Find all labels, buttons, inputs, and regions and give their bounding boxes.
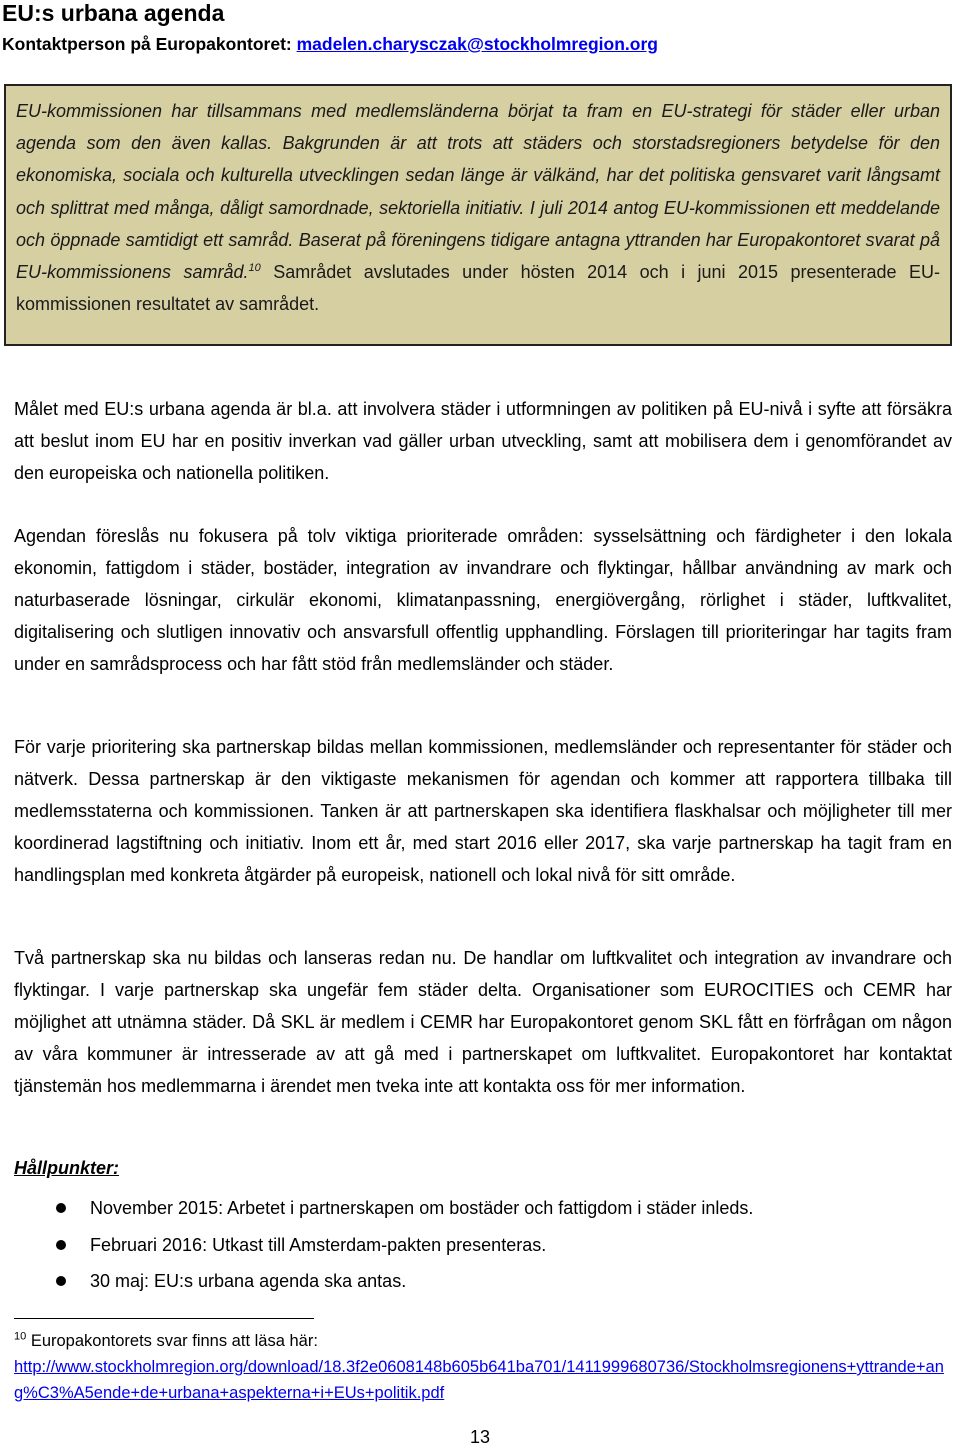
paragraph-1 (14, 393, 952, 489)
summary-text (16, 95, 940, 320)
paragraph-3 (14, 731, 952, 891)
footnote-text: Europakontorets svar finns att läsa här: (26, 1332, 318, 1350)
contact-label: Kontaktperson på Europakontoret: (2, 34, 297, 54)
paragraph-text: För varje prioritering ska partnerskap bildas mellan kommissionen, medlemsländer och representanter för städer och nätverk. Dessa partnerskap är den viktigaste mekanismen för agendan och kommer att rapportera tillbaka till medlemsstaterna och kommissionen. Tanken är att partnerskapen ska identifiera flaskhalsar och möjligheter till mer koordinerad lagstiftning och initiativ. Inom ett år, med start 2016 eller 2017, ska varje partnerskap ha tagit fram en handlingsplan med konkreta åtgärder på europeisk, nationell och lokal nivå för sitt område. (14, 737, 952, 885)
list-item-text: 30 maj: EU:s urbana agenda ska antas. (90, 1271, 407, 1291)
list-item (14, 1190, 944, 1227)
paragraph-2 (14, 520, 952, 680)
summary-text-upright: Samrådet avslutades under hösten 2014 och i juni 2015 presenterade EU-kommissionen resultatet av samrådet. (16, 262, 941, 315)
contact-line (2, 32, 658, 56)
footnote-link[interactable]: http://www.stockholmregion.org/download/18.3f2e0608148b605b641ba701/1411999680736/Stockholmsregionens+yttrande+ang%C3%A5ende+de+urbana+aspekterna+i+EUs+politik.pdf (14, 1358, 944, 1402)
page-title: EU:s urbana agenda (2, 0, 225, 26)
highlights-heading: Hållpunkter: (14, 1158, 120, 1178)
bullet-icon (56, 1276, 66, 1286)
footnote-ref[interactable]: 10 (248, 262, 261, 275)
list-item-text: Februari 2016: Utkast till Amsterdam-pakten presenteras. (90, 1234, 547, 1255)
summary-box (4, 84, 952, 346)
paragraph-text: Två partnerskap ska nu bildas och lanseras redan nu. De handlar om luftkvalitet och integration av invandrare och flyktingar. I varje partnerskap ska ungefär fem städer delta. Organisationer som EUROCITIES och CEMR har möjlighet att utnämna städer. Då SKL är medlem i CEMR har Europakontoret genom SKL fått en förfrågan om någon av våra kommuner är intresserade av att gå med i partnerskapet om luftkvalitet. Europakontoret har kontaktat tjänstemän hos medlemmarna i ärendet men tveka inte att kontakta oss för mer information. (14, 948, 952, 1096)
footnote (14, 1328, 954, 1406)
paragraph-text: Agendan föreslås nu fokusera på tolv viktiga prioriterade områden: sysselsättning och färdigheter i den lokala ekonomin, fattigdom i städer, bostäder, integration av invandrare och flyktingar, hållbar användning av mark och naturbaserade lösningar, cirkulär ekonomi, klimatanpassning, energiövergång, rörlighet i städer, luftkvalitet, digitalisering och slutligen innovativ och ansvarsfull offentlig upphandling. Förslagen till prioriteringar har tagits fram under en samrådsprocess och har fått stöd från medlemsländer och städer. (14, 526, 952, 674)
paragraph-text: Målet med EU:s urbana agenda är bl.a. att involvera städer i utformningen av politiken på EU-nivå i syfte att försäkra att beslut inom EU har en positiv inverkan vad gäller urban utveckling, samt att mobilisera dem i genomförandet av den europeiska och nationella politiken. (14, 399, 952, 483)
paragraph-4 (14, 942, 952, 1102)
bullet-icon (56, 1240, 66, 1250)
footnote-number: 10 (14, 1330, 27, 1343)
contact-email-link[interactable]: madelen.charysczak@stockholmregion.org (296, 34, 658, 54)
list-item (14, 1263, 944, 1300)
page-number: 13 (469, 1427, 491, 1447)
bullet-icon (56, 1203, 66, 1213)
footnote-line (14, 1328, 954, 1354)
footnote-divider (14, 1318, 314, 1319)
highlights-list (14, 1190, 944, 1300)
list-item (14, 1227, 944, 1264)
summary-text-italic: EU-kommissionen har tillsammans med medlemsländerna börjat ta fram en EU-strategi för städer eller urban agenda som den även kallas. Bakgrunden är att trots att städers och storstadsregioners betydelse för den ekonomiska, sociala och kulturella utvecklingen sedan länge är välkänd, har det politiska gensvaret varit långsamt och splittrat med många, dåligt samordnade, sektoriella initiativ. I juli 2014 antog EU-kommissionen ett meddelande och öppnade samtidigt ett samråd. Baserat på föreningens tidigare antagna yttranden har Europakontoret svarat på EU-kommissionens samråd. (16, 101, 940, 283)
list-item-text: November 2015: Arbetet i partnerskapen om bostäder och fattigdom i städer inleds. (90, 1198, 754, 1218)
